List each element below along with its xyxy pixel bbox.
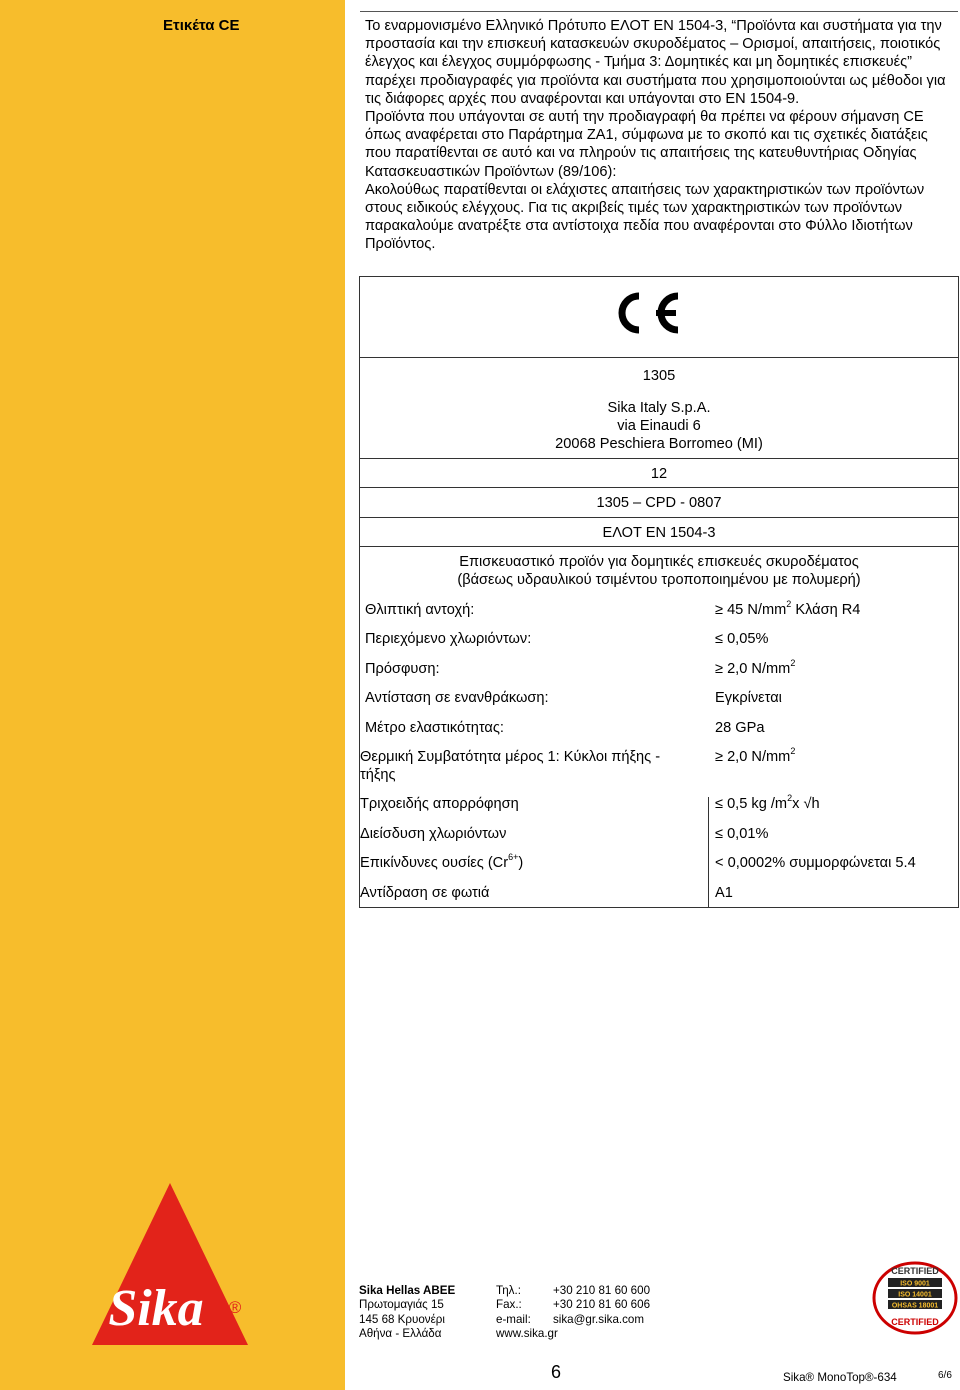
product-name: Sika® MonoTop®-634	[783, 1371, 897, 1384]
divider	[360, 487, 958, 488]
page-count: 6/6	[938, 1370, 952, 1381]
top-divider	[360, 11, 958, 12]
intro-paragraph-3: Ακολούθως παρατίθενται οι ελάχιστες απαιτήσεις των χαρακτηριστικών των προϊόντων στους ειδικούς ελέγχους. Για τις ακριβείς τιμές των χαρακτηριστικών των προϊόντων παρακαλούμε ανατρέξτε στα αντίστοιχα πεδία που αναφέρονται στο Φύλλο Ιδιοτήτων Προϊόντος.	[365, 181, 925, 253]
footer-city: Αθήνα - Ελλάδα	[359, 1327, 442, 1341]
footer-phone: +30 210 81 60 600	[553, 1284, 651, 1297]
manufacturer-street: via Einaudi 6	[617, 418, 701, 434]
column-divider	[708, 797, 709, 908]
property-name: Περιεχόμενο χλωριόντων:	[365, 631, 532, 647]
svg-text:ISO 9001: ISO 9001	[900, 1280, 930, 1288]
ce-year: 12	[650, 466, 668, 482]
email-label: e-mail:	[496, 1312, 531, 1326]
property-name: Θλιπτική αντοχή:	[365, 602, 475, 618]
footer-street: Πρωτομαγιάς 15	[359, 1298, 444, 1312]
property-name: Τριχοειδής απορρόφηση	[360, 796, 519, 812]
property-value: A1	[715, 885, 733, 901]
divider	[360, 517, 958, 518]
svg-text:OHSAS 18001: OHSAS 18001	[891, 1302, 939, 1310]
divider	[360, 458, 958, 459]
svg-text:Sika: Sika	[108, 1280, 204, 1337]
property-name: Επικίνδυνες ουσίες $(Cr^{6+})$	[360, 852, 524, 871]
property-value: Εγκρίνεται	[715, 690, 782, 706]
standard-reference: ΕΛΟΤ ΕΝ 1504-3	[602, 525, 716, 541]
property-value: ≤ 0,01%	[715, 826, 769, 842]
fax-label: Fax.:	[496, 1298, 522, 1312]
ce-mark-icon	[612, 287, 684, 339]
notified-body-number: 1305	[642, 368, 676, 384]
property-value: ≥ 45 $N/mm^2$ Κλάση R4	[715, 599, 861, 618]
manufacturer-name: Sika Italy S.p.A.	[607, 400, 711, 416]
intro-text	[365, 17, 950, 254]
property-value: ≤ 0,5 kg $/m^2x$ √h	[715, 793, 820, 812]
sika-logo-icon	[92, 1183, 248, 1345]
property-value: < 0,0002% συμμορφώνεται 5.4	[715, 855, 916, 871]
property-name: Μέτρο ελαστικότητας:	[365, 720, 504, 736]
footer-fax: +30 210 81 60 606	[553, 1298, 651, 1312]
certificate-number: 1305 – CPD - 0807	[596, 495, 722, 511]
footer-postcode: 145 68 Κρυονέρι	[359, 1312, 445, 1326]
footer-contact-labels	[496, 1284, 558, 1342]
property-value: ≥ 2,0 $N/mm^2$	[715, 658, 796, 677]
property-value: ≤ 0,05%	[715, 631, 769, 647]
section-label: Ετικέτα CE	[163, 17, 240, 34]
footer-website[interactable]: www.sika.gr	[496, 1327, 558, 1341]
manufacturer-city: 20068 Peschiera Borromeo (MI)	[555, 436, 763, 452]
footer-contact-values	[553, 1284, 650, 1327]
product-description-2: (βάσεως υδραυλικού τσιμέντου τροποποιημένου με πολυμερή)	[457, 572, 861, 588]
divider	[360, 357, 958, 358]
property-name: Αντίδραση σε φωτιά	[360, 885, 490, 901]
divider	[360, 546, 958, 547]
property-name: Διείσδυση χλωριόντων	[360, 826, 507, 842]
intro-paragraph-1: Το εναρμονισμένο Ελληνικό Πρότυπο ΕΛΟΤ ΕΝ 1504-3, “Προϊόντα και συστήματα για την προστασία και την επισκευή κατασκευών σκυροδέματος – Ορισμοί, απαιτήσεις, ποιοτικός έλεγχος και έλεγχος συμμόρφωσης - Τμήμα 3: Δομητικές και μη δομητικές επισκευές” παρέχει προδιαγραφές για προϊόντα και συστήματα που χρησιμοποιούνται ως μέθοδοι για τις διάφορες αρχές που αναφέρονται και υπάγονται στο ΕΝ 1504-9.	[365, 18, 946, 107]
svg-text:ISO 14001: ISO 14001	[898, 1291, 932, 1299]
phone-label: Τηλ.:	[496, 1284, 521, 1297]
property-name: Θερμική Συμβατότητα μέρος 1: Κύκλοι πήξης - τήξης	[360, 749, 661, 783]
footer-company-name: Sika Hellas ABEE	[359, 1284, 456, 1297]
intro-paragraph-2: Προϊόντα που υπάγονται σε αυτή την προδιαγραφή θα πρέπει να φέρουν σήμανση CE όπως αναφέρεται στο Παράρτημα ΖΑ1, σύμφωνα με το σκοπό και τις σχετικές διατάξεις που παρατίθενται σε αυτό και να πληρούν τις απαιτήσεις της κατευθυντήριας Οδηγίας Κατασκευαστικών Προϊόντων (89/106):	[365, 109, 928, 180]
property-value: 28 GPa	[715, 720, 765, 736]
svg-text:CERTIFIED: CERTIFIED	[891, 1317, 939, 1327]
svg-text:®: ®	[228, 1298, 242, 1317]
sidebar-band	[0, 0, 345, 1390]
property-value: ≥ 2,0 $N/mm^2$	[715, 746, 796, 765]
product-description: Επισκευαστικό προϊόν για δομητικές επισκευές σκυροδέματος	[459, 554, 859, 570]
property-name: Πρόσφυση:	[365, 661, 440, 677]
svg-text:CERTIFIED: CERTIFIED	[891, 1266, 939, 1276]
page-number: 6	[551, 1362, 562, 1382]
footer-address	[359, 1284, 455, 1342]
property-name: Αντίσταση σε ενανθράκωση:	[365, 690, 549, 706]
ce-label-box	[359, 276, 959, 908]
certification-badge-icon	[872, 1261, 958, 1335]
footer-email[interactable]: sika@gr.sika.com	[553, 1312, 645, 1326]
